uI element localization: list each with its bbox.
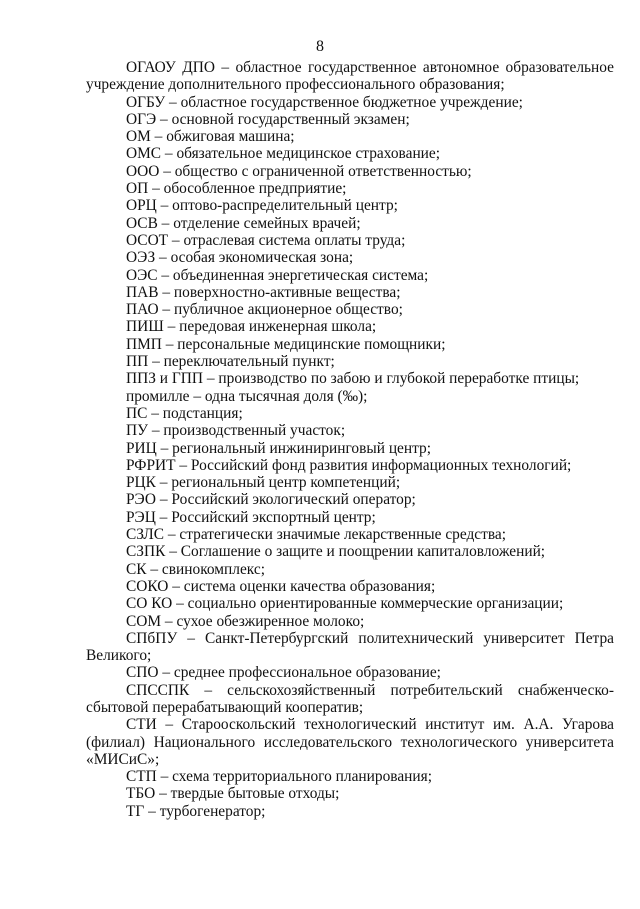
list-item: ОГАОУ ДПО – областное государственное автономное образовательное учреждение дополнительного профессионального образования; (86, 59, 614, 94)
list-item: ОГБУ – областное государственное бюджетное учреждение; (126, 93, 523, 111)
list-item: ООО – общество с ограниченной ответственностью; (126, 162, 472, 180)
abbreviation-list (86, 59, 614, 820)
list-item: ОЭЗ – особая экономическая зона; (126, 249, 354, 267)
page-number: 8 (316, 38, 324, 55)
list-item: СО КО – социально ориентированные коммерческие организации; (126, 595, 564, 613)
list-item: СТИ – Старооскольский технологический институт им. А.А. Угарова (филиал) Национального исследовательского технологического университета «МИСиС»; (86, 716, 614, 768)
list-item: СТП – схема территориального планирования; (126, 768, 432, 786)
list-item: СПССПК – сельскохозяйственный потребительский снабженческо-сбытовой перерабатывающий кооператив; (86, 681, 614, 716)
list-item: ПС – подстанция; (126, 404, 243, 422)
list-item: ОЭС – объединенная энергетическая система; (126, 266, 429, 284)
list-item: ПУ – производственный участок; (126, 422, 346, 440)
list-item: ППЗ и ГПП – производство по забою и глубокой переработке птицы; (126, 370, 580, 388)
list-item: ПАО – публичное акционерное общество; (126, 301, 403, 319)
list-item: ТБО – твердые бытовые отходы; (126, 785, 340, 803)
list-item: СК – свинокомплекс; (126, 560, 265, 578)
list-item: РЭО – Российский экологический оператор; (126, 491, 416, 509)
list-item: промилле – одна тысячная доля (‰); (126, 387, 368, 405)
list-item: СЗЛС – стратегически значимые лекарственные средства; (126, 526, 507, 544)
list-item: СЗПК – Соглашение о защите и поощрении капиталовложений; (126, 543, 546, 561)
list-item: ОРЦ – оптово-распределительный центр; (126, 197, 398, 215)
list-item: ТГ – турбогенератор; (126, 802, 266, 820)
list-item: ПП – переключательный пункт; (126, 353, 335, 371)
list-item: РИЦ – региональный инжиниринговый центр; (126, 439, 432, 457)
list-item: ПИШ – передовая инженерная школа; (126, 318, 377, 336)
list-item: РЦК – региональный центр компетенций; (126, 474, 401, 492)
list-item: ПМП – персональные медицинские помощники; (126, 335, 446, 353)
list-item: РЭЦ – Российский экспортный центр; (126, 508, 376, 526)
list-item: СОКО – система оценки качества образования; (126, 577, 436, 595)
list-item: РФРИТ – Российский фонд развития информационных технологий; (126, 456, 572, 474)
list-item: ОМ – обжиговая машина; (126, 128, 295, 146)
list-item: СПбПУ – Санкт-Петербургский политехнический университет Петра Великого; (86, 629, 614, 665)
list-item: ОСОТ – отраслевая система оплаты труда; (126, 231, 406, 249)
list-item: ПАВ – поверхностно-активные вещества; (126, 283, 401, 301)
list-item: СОМ – сухое обезжиренное молоко; (126, 612, 365, 630)
list-item: ОГЭ – основной государственный экзамен; (126, 110, 410, 128)
list-item: ОМС – обязательное медицинское страхование; (126, 145, 441, 163)
list-item: ОСВ – отделение семейных врачей; (126, 214, 361, 232)
list-item: СПО – среднее профессиональное образование; (126, 664, 441, 682)
list-item: ОП – обособленное предприятие; (126, 180, 347, 198)
